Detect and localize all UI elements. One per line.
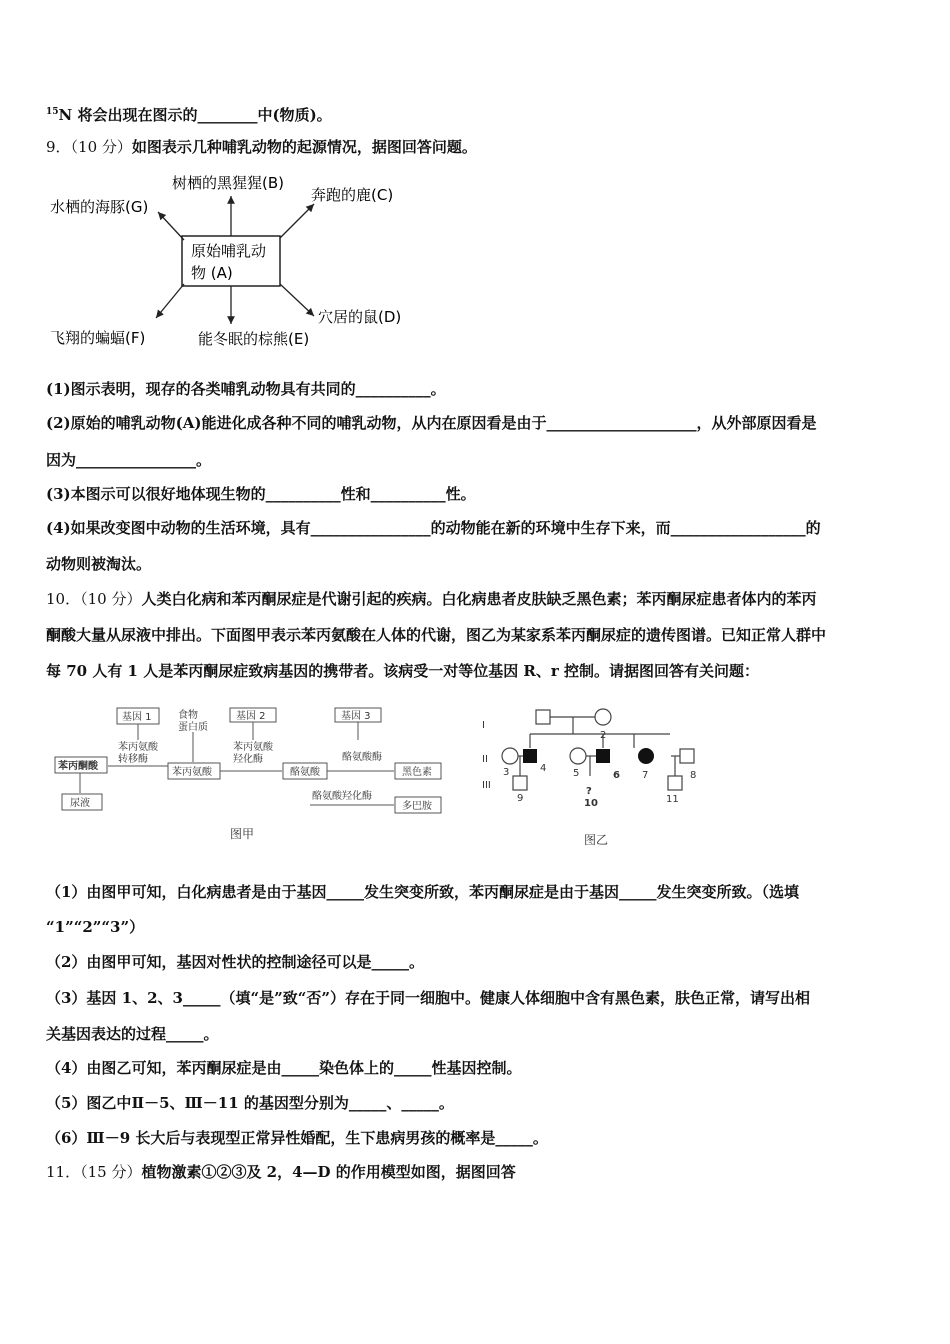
arrow-g bbox=[158, 212, 184, 240]
q10-stem3: 每 70 人有 1 人是苯丙酮尿症致病基因的携带者。该病受一对等位基因 R、r 控制。请据图回答有关问题： bbox=[46, 662, 760, 680]
svg-text:蛋白质: 蛋白质 bbox=[178, 722, 208, 733]
svg-text:3: 3 bbox=[503, 767, 510, 778]
q9-s3: (3)本图示可以很好地体现生物的__________性和__________性。 bbox=[46, 485, 476, 503]
ii-7-affected bbox=[638, 748, 654, 764]
svg-text:苯丙酮酸: 苯丙酮酸 bbox=[58, 761, 98, 772]
q10-s3a: （3）基因 1、2、3_____（填“是”致“否”）存在于同一细胞中。健康人体细胞中含有黑色素，肤色正常，请写出相 bbox=[46, 989, 810, 1007]
arrow-d bbox=[280, 284, 314, 316]
svg-text:尿液: 尿液 bbox=[70, 798, 90, 809]
svg-text:10: 10 bbox=[584, 798, 598, 809]
label-f: 飞翔的蝙蝠(F) bbox=[50, 329, 146, 347]
q10-title: 10．（10 分）人类白化病和苯丙酮尿症是代谢引起的疾病。白化病患者皮肤缺乏黑色素；苯丙酮尿症患者体内的苯丙 bbox=[46, 590, 817, 608]
svg-text:4: 4 bbox=[540, 763, 547, 774]
svg-text:8: 8 bbox=[690, 770, 697, 781]
origin-label-1: 原始哺乳动 bbox=[191, 242, 267, 260]
svg-text:羟化酶: 羟化酶 bbox=[233, 754, 263, 765]
svg-text:基因 2: 基因 2 bbox=[236, 711, 266, 722]
svg-text:11: 11 bbox=[666, 794, 679, 805]
svg-text:酪氨酸羟化酶: 酪氨酸羟化酶 bbox=[312, 791, 372, 802]
label-c: 奔跑的鹿(C) bbox=[311, 186, 394, 204]
q9-origin-diagram bbox=[46, 168, 426, 358]
svg-text:苯丙氨酸: 苯丙氨酸 bbox=[118, 742, 158, 753]
svg-text:图乙: 图乙 bbox=[584, 833, 609, 847]
svg-text:?: ? bbox=[586, 786, 592, 797]
svg-text:II: II bbox=[482, 754, 488, 765]
n15-line: $^{15}$N 将会出现在图示的________中(物质)。 bbox=[46, 106, 332, 124]
q10-s3b: 关基因表达的过程_____。 bbox=[46, 1025, 219, 1043]
fig-jia-metabolism bbox=[50, 700, 450, 850]
svg-text:苯丙氨酸: 苯丙氨酸 bbox=[233, 742, 273, 753]
label-g: 水栖的海豚(G) bbox=[50, 198, 149, 216]
svg-text:多巴胺: 多巴胺 bbox=[402, 801, 432, 812]
svg-text:苯丙氨酸: 苯丙氨酸 bbox=[172, 767, 212, 778]
svg-text:基因 1: 基因 1 bbox=[122, 712, 152, 723]
svg-text:基因 3: 基因 3 bbox=[341, 711, 371, 722]
label-b: 树栖的黑猩猩(B) bbox=[172, 174, 284, 192]
ii-4-affected bbox=[523, 749, 537, 763]
q9-title: 9．（10 分）如图表示几种哺乳动物的起源情况，据图回答问题。 bbox=[46, 138, 477, 156]
svg-text:9: 9 bbox=[517, 793, 524, 804]
q9-s4a: (4)如果改变图中动物的生活环境，具有________________的动物能在新的环境中生存下来，而__________________的 bbox=[46, 519, 821, 537]
q10-s2: （2）由图甲可知，基因对性状的控制途径可以是_____。 bbox=[46, 953, 424, 971]
svg-text:5: 5 bbox=[573, 768, 580, 779]
q10-s1b: “1”“2”“3”） bbox=[46, 918, 145, 936]
q9-s2a: (2)原始的哺乳动物(A)能进化成各种不同的哺乳动物，从内在原因看是由于____________________，从外部原因看是 bbox=[46, 414, 817, 432]
q10-s4: （4）由图乙可知，苯丙酮尿症是由_____染色体上的_____性基因控制。 bbox=[46, 1059, 522, 1077]
arrow-f bbox=[156, 284, 184, 318]
svg-text:2: 2 bbox=[600, 730, 607, 741]
svg-text:I: I bbox=[482, 720, 485, 731]
q10-s1a: （1）由图甲可知，白化病患者是由于基因_____发生突变所致，苯丙酮尿症是由于基因_____发生突变所致。（选填 bbox=[46, 883, 799, 901]
origin-label-2: 物 (A) bbox=[191, 264, 233, 282]
svg-text:7: 7 bbox=[642, 770, 649, 781]
i-1-male bbox=[536, 710, 550, 724]
ii-6-affected bbox=[596, 749, 610, 763]
i-2-female bbox=[595, 709, 611, 725]
svg-text:图甲: 图甲 bbox=[230, 827, 255, 841]
svg-text:III: III bbox=[482, 780, 491, 791]
svg-text:食物: 食物 bbox=[178, 710, 198, 721]
svg-text:酪氨酸酶: 酪氨酸酶 bbox=[342, 752, 382, 763]
fig-yi-pedigree bbox=[470, 706, 710, 856]
q11-title: 11．（15 分）植物激素①②③及 2，4—D 的作用模型如图，据图回答 bbox=[46, 1163, 516, 1181]
label-e: 能冬眠的棕熊(E) bbox=[198, 330, 310, 348]
svg-text:黑色素: 黑色素 bbox=[402, 767, 432, 778]
q9-s1: (1)图示表明，现存的各类哺乳动物具有共同的__________。 bbox=[46, 380, 446, 398]
q10-s6: （6）Ⅲ－9 长大后与表现型正常异性婚配，生下患病男孩的概率是_____。 bbox=[46, 1129, 548, 1147]
q9-s2b: 因为________________。 bbox=[46, 451, 212, 469]
q10-s5: （5）图乙中Ⅱ－5、Ⅲ－11 的基因型分别为_____、_____。 bbox=[46, 1094, 454, 1112]
svg-text:6: 6 bbox=[613, 770, 620, 781]
arrow-c bbox=[280, 204, 314, 238]
svg-text:酪氨酸: 酪氨酸 bbox=[290, 767, 320, 778]
svg-text:转移酶: 转移酶 bbox=[118, 754, 148, 765]
q9-s4b: 动物则被淘汰。 bbox=[46, 555, 152, 573]
q10-stem2: 酮酸大量从尿液中排出。下面图甲表示苯丙氨酸在人体的代谢，图乙为某家系苯丙酮尿症的遗传图谱。已知正常人群中 bbox=[46, 626, 827, 644]
label-d: 穴居的鼠(D) bbox=[318, 308, 402, 326]
